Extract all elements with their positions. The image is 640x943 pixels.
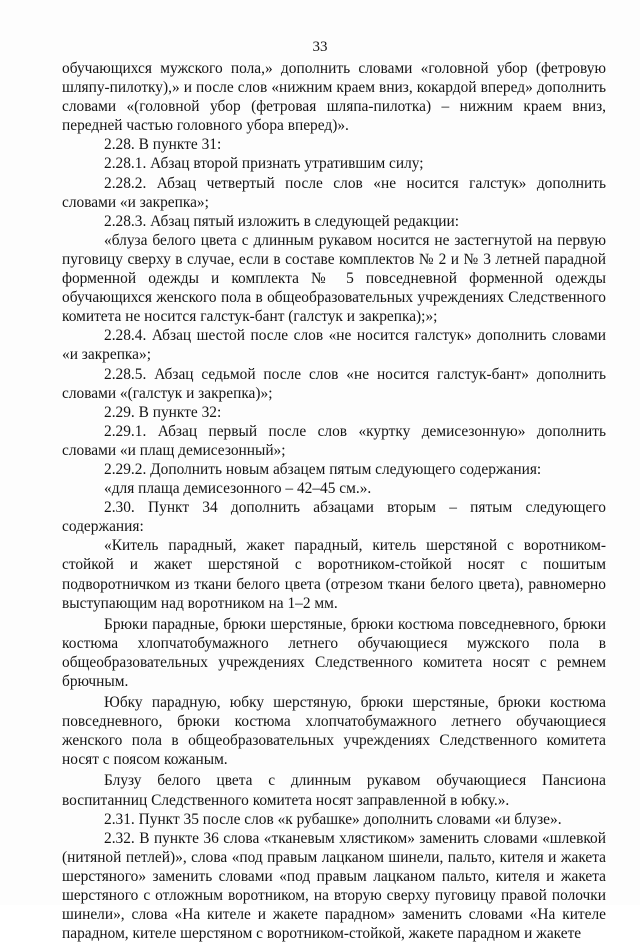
- paragraph: Брюки парадные, брюки шерстяные, брюки костюма повседневного, брюки костюма хлопчатобумажного летнего обучающиеся мужского пола в общеобразовательных учреждениях Следственного комитета носят с ремнем брючным.: [62, 615, 606, 690]
- paragraph: 2.28. В пункте 31:: [104, 136, 222, 154]
- paragraph: 2.32. В пункте 36 слова «тканевым хлястиком» заменить словами «шлевкой (нитяной петлей)», слова «под правым лацканом шинели, пальто, кителя и жакета шерстяного» заменить словами «под правым лацканом пальто, кителя и жакета шерстяного с отложным воротником, на вторую сверху пуговицу правой полочки шинели», слова «На кителе и жакете парадном» заменить словами «На кителе парадном, кителе шерстяном с воротником-стойкой, жакете парадном и жакете: [62, 829, 606, 943]
- paragraph: 2.28.3. Абзац пятый изложить в следующей редакции:: [104, 212, 460, 230]
- paragraph: «блуза белого цвета с длинным рукавом носится не застегнутой на первую пуговицу сверху в случае, если в составе комплектов № 2 и № 3 летней парадной форменной одежды и комплекта № 5 повседневной форменной одежды обучающихся женского пола в общеобразовательных учреждениях Следственного комитета не носится галстук-бант (галстук и закрепка);»;: [62, 231, 606, 326]
- paragraph: «Китель парадный, жакет парадный, китель шерстяной с воротником-стойкой и жакет шерстяной с воротником-стойкой носят с пошитым подворотничком из ткани белого цвета (отрезом ткани белого цвета), равномерно выступающим над воротником на 1–2 мм.: [62, 537, 606, 612]
- paragraph: 2.28.5. Абзац седьмой после слов «не носится галстук-бант» дополнить словами «(галстук и закрепка)»;: [62, 365, 606, 402]
- paragraph: 2.28.4. Абзац шестой после слов «не носится галстук» дополнить словами «и закрепка»;: [62, 327, 606, 364]
- paragraph: 2.28.1. Абзац второй признать утратившим силу;: [104, 155, 424, 173]
- paragraph: 2.29. В пункте 32:: [104, 403, 222, 421]
- paragraph: 2.28.2. Абзац четвертый после слов «не носится галстук» дополнить словами «и закрепка»;: [62, 174, 606, 211]
- paragraph: 2.29.2. Дополнить новым абзацем пятым следующего содержания:: [104, 460, 542, 478]
- paragraph: 2.31. Пункт 35 после слов «к рубашке» дополнить словами «и блузе».: [104, 810, 562, 828]
- paragraph: обучающихся мужского пола,» дополнить словами «головной убор (фетровую шляпу-пилотку),» и после слов «нижним краем вниз, кокардой вперед» дополнить словами «(головной убор (фетровая шляпа-пилотка) – нижним краем вниз, передней частью головного убора вперед)».: [62, 60, 606, 135]
- paragraph: 2.29.1. Абзац первый после слов «куртку демисезонную» дополнить словами «и плащ демисезонный»;: [62, 422, 606, 459]
- paragraph: «для плаща демисезонного – 42–45 см.».: [104, 480, 372, 498]
- paragraph: Юбку парадную, юбку шерстяную, брюки шерстяные, брюки костюма повседневного, брюки костюма хлопчатобумажного летнего обучающиеся женского пола в общеобразовательных учреждениях Следственного комитета носят с поясом кожаным.: [62, 694, 606, 769]
- page-number: 33: [312, 39, 328, 55]
- document-body: [62, 59, 606, 943]
- paragraph: 2.30. Пункт 34 дополнить абзацами вторым – пятым следующего содержания:: [62, 499, 606, 536]
- paragraph: Блузу белого цвета с длинным рукавом обучающиеся Пансиона воспитанниц Следственного комитета носят заправленной в юбку.».: [62, 772, 606, 809]
